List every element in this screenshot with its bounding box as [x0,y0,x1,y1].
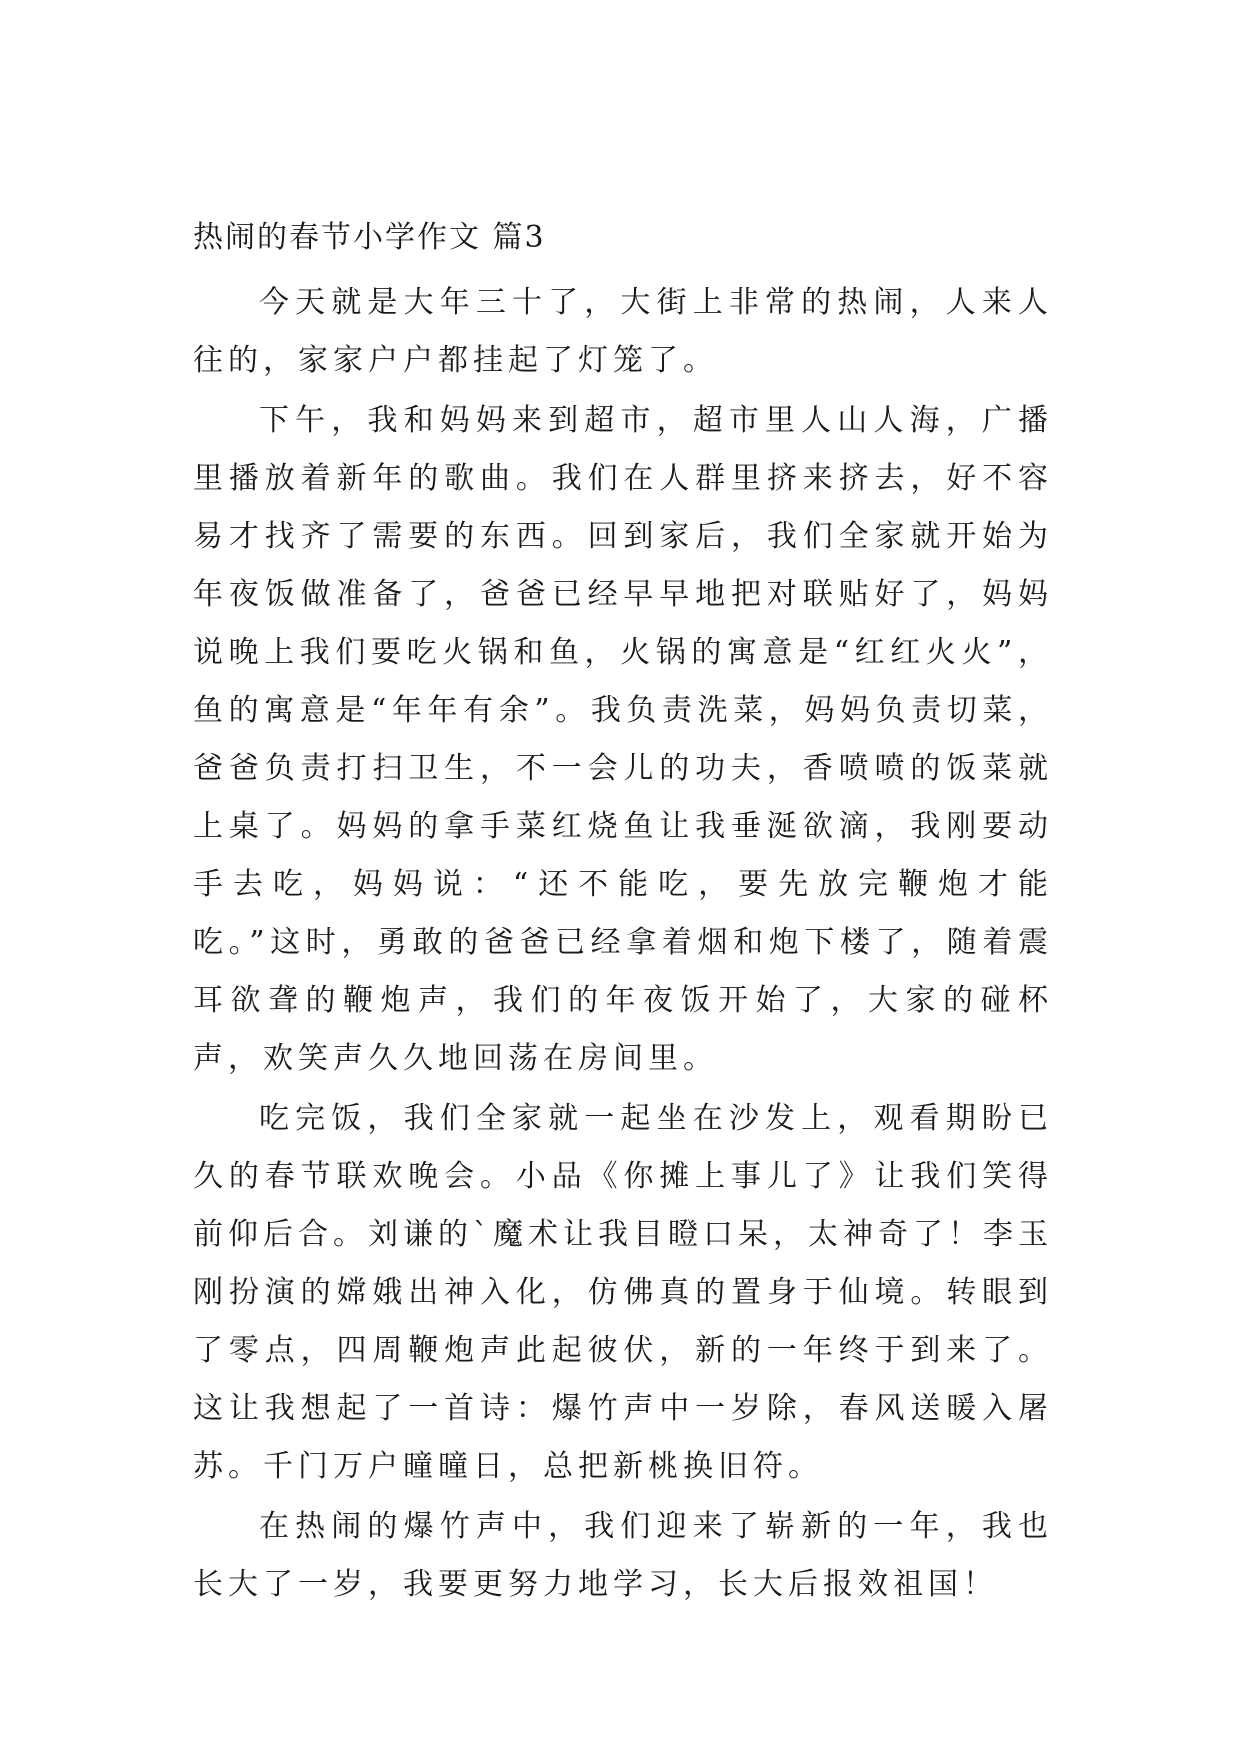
document-title: 热闹的春节小学作文 篇3 [193,220,546,255]
paragraph-4: 在热闹的爆竹声中，我们迎来了崭新的一年，我也长大了一岁，我要更努力地学习，长大后报效祖国！ [193,1509,1053,1602]
document-body [193,218,1053,1616]
paragraph-2: 下午，我和妈妈来到超市，超市里人山人海，广播里播放着新年的歌曲。我们在人群里挤来挤去，好不容易才找齐了需要的东西。回到家后，我们全家就开始为年夜饭做准备了，爸爸已经早早地把对联贴好了，妈妈说晚上我们要吃火锅和鱼，火锅的寓意是“红红火火”，鱼的寓意是“年年有余”。我负责洗菜，妈妈负责切菜，爸爸负责打扫卫生，不一会儿的功夫，香喷喷的饭菜就上桌了。妈妈的拿手菜红烧鱼让我垂涎欲滴，我刚要动手去吃，妈妈说：“还不能吃，要先放完鞭炮才能吃。”这时，勇敢的爸爸已经拿着烟和炮下楼了，随着震耳欲聋的鞭炮声，我们的年夜饭开始了，大家的碰杯声，欢笑声久久地回荡在房间里。 [193,403,1053,1076]
paragraph-1: 今天就是大年三十了，大街上非常的热闹，人来人往的，家家户户都挂起了灯笼了。 [193,285,1053,378]
paragraph-3: 吃完饭，我们全家就一起坐在沙发上，观看期盼已久的春节联欢晚会。小品《你摊上事儿了》让我们笑得前仰后合。刘谦的`魔术让我目瞪口呆，太神奇了！李玉刚扮演的嫦娥出神入化，仿佛真的置身于仙境。转眼到了零点，四周鞭炮声此起彼伏，新的一年终于到来了。这让我想起了一首诗：爆竹声中一岁除，春风送暖入屠苏。千门万户曈曈日，总把新桃换旧符。 [193,1101,1053,1484]
